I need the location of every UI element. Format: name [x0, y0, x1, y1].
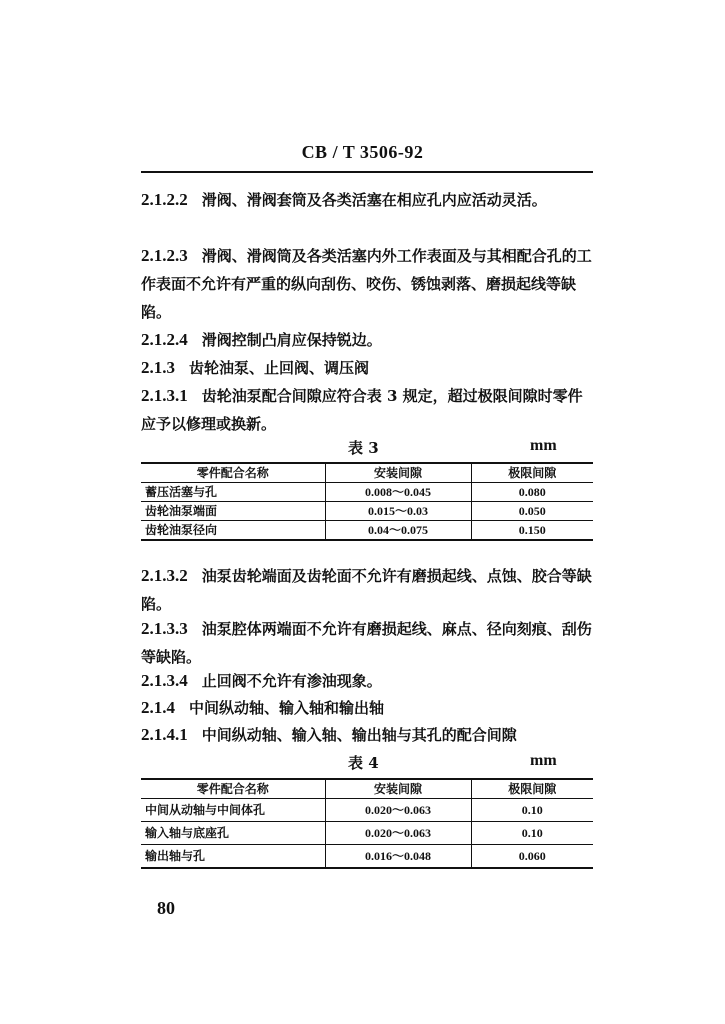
clause-text: 油泵齿轮端面及齿轮面不允许有磨损起线、点蚀、胶合等缺陷。 [141, 567, 592, 613]
table4-unit: mm [530, 752, 557, 769]
table-cell: 齿轮油泵径向 [141, 521, 325, 541]
table-header-row [141, 779, 593, 799]
table-cell: 0.150 [471, 521, 593, 541]
table3 [141, 462, 593, 541]
table-cell: 齿轮油泵端面 [141, 502, 325, 521]
table-cell: 0.020～0.063 [325, 822, 471, 845]
table-cell: 输入轴与底座孔 [141, 822, 325, 845]
table-cell: 0.008～0.045 [325, 483, 471, 502]
clause-2-1-3-1 [141, 382, 593, 438]
clause-2-1-4-1 [141, 721, 593, 749]
clause-number: 2.1.3.1 [141, 386, 188, 405]
table-row [141, 521, 593, 541]
clause-2-1-4 [141, 694, 593, 722]
clause-number: 2.1.2.3 [141, 246, 188, 265]
table-row [141, 845, 593, 869]
header-rule [141, 171, 593, 173]
column-header: 安装间隙 [325, 463, 471, 483]
table-cell: 输出轴与孔 [141, 845, 325, 869]
table-header-row [141, 463, 593, 483]
clause-number: 2.1.2.2 [141, 190, 188, 209]
table-row [141, 799, 593, 822]
table-cell: 中间从动轴与中间体孔 [141, 799, 325, 822]
table-cell: 0.10 [471, 799, 593, 822]
table4 [141, 778, 593, 869]
column-header: 零件配合名称 [141, 779, 325, 799]
column-header: 安装间隙 [325, 779, 471, 799]
clause-text: 中间纵动轴、输入轴和输出轴 [189, 699, 385, 717]
table-cell: 0.015～0.03 [325, 502, 471, 521]
clause-text: 滑阀、滑阀筒及各类活塞内外工作表面及与其相配合孔的工作表面不允许有严重的纵向刮伤、咬伤、锈蚀剥落、磨损起线等缺陷。 [141, 247, 592, 321]
clause-text: 中间纵动轴、输入轴、输出轴与其孔的配合间隙 [201, 726, 517, 744]
clause-number: 2.1.3.2 [141, 566, 188, 585]
table-cell: 蓄压活塞与孔 [141, 483, 325, 502]
clause-2-1-3-3 [141, 615, 593, 671]
table-cell: 0.060 [471, 845, 593, 869]
column-header: 零件配合名称 [141, 463, 325, 483]
table-cell: 0.020～0.063 [325, 799, 471, 822]
table3-unit: mm [530, 437, 557, 454]
document-header: CB / T 3506-92 [301, 142, 424, 162]
clause-2-1-3 [141, 354, 593, 382]
table-row [141, 483, 593, 502]
clause-text: 齿轮油泵、止回阀、调压阀 [189, 359, 370, 377]
table-cell: 0.080 [471, 483, 593, 502]
clause-number: 2.1.3 [141, 358, 175, 377]
clause-2-1-2-4 [141, 326, 593, 354]
clause-number: 2.1.3.4 [141, 671, 188, 690]
clause-text: 齿轮油泵配合间隙应符合表 3 规定，超过极限间隙时零件应予以修理或换新。 [141, 387, 583, 433]
column-header: 极限间隙 [471, 779, 593, 799]
table3-caption: 表 3 [348, 439, 379, 457]
clause-text: 滑阀控制凸肩应保持锐边。 [201, 331, 382, 349]
clause-number: 2.1.4.1 [141, 725, 188, 744]
table-row [141, 502, 593, 521]
table-row [141, 822, 593, 845]
clause-text: 油泵腔体两端面不允许有磨损起线、麻点、径向刻痕、刮伤等缺陷。 [141, 620, 592, 666]
table-cell: 0.10 [471, 822, 593, 845]
column-header: 极限间隙 [471, 463, 593, 483]
clause-2-1-2-2 [141, 186, 593, 214]
clause-number: 2.1.4 [141, 698, 175, 717]
clause-2-1-3-4 [141, 667, 593, 695]
clause-number: 2.1.2.4 [141, 330, 188, 349]
page-number: 80 [157, 898, 175, 918]
clause-2-1-3-2 [141, 562, 593, 618]
clause-text: 滑阀、滑阀套筒及各类活塞在相应孔内应活动灵活。 [201, 191, 547, 209]
clause-2-1-2-3 [141, 242, 593, 326]
table4-caption: 表 4 [348, 754, 379, 772]
table-cell: 0.04～0.075 [325, 521, 471, 541]
table-cell: 0.016～0.048 [325, 845, 471, 869]
clause-number: 2.1.3.3 [141, 619, 188, 638]
table-cell: 0.050 [471, 502, 593, 521]
clause-text: 止回阀不允许有渗油现象。 [201, 672, 382, 690]
